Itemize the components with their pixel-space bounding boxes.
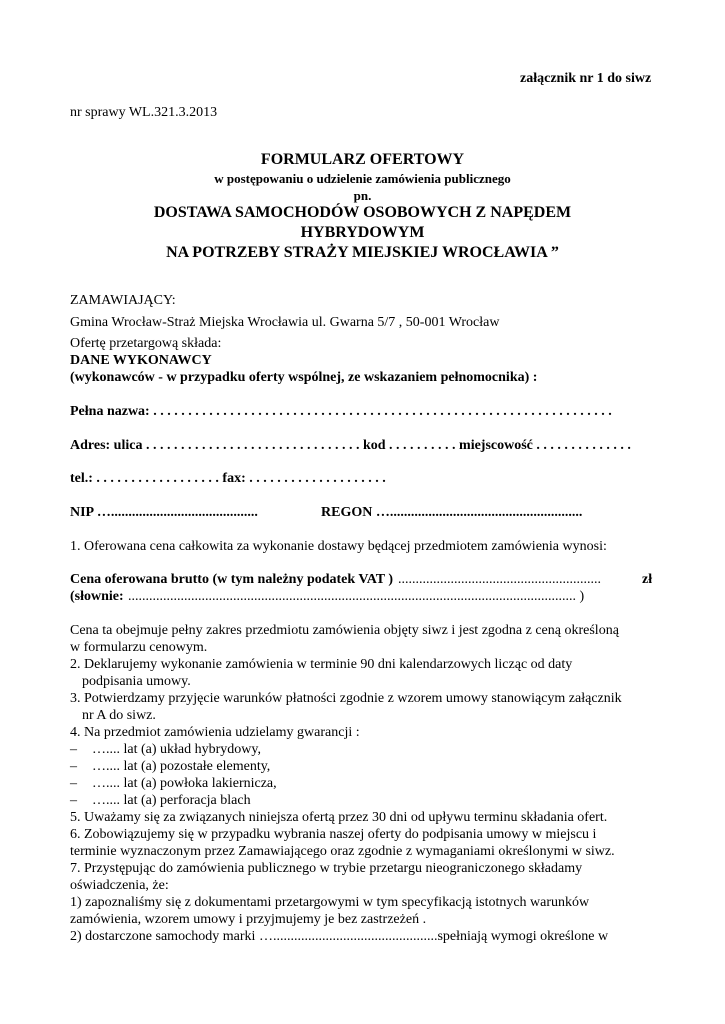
item-7a: 7. Przystępując do zamówienia publicznego w trybie przetargu nieograniczonego składamy <box>70 861 583 876</box>
scope-line1: Cena ta obejmuje pełny zakres przedmiotu zamówienia objęty siwz i jest zgodna z ceną określoną <box>70 623 619 638</box>
orderer-label: ZAMAWIAJĄCY: <box>70 293 176 308</box>
contractor-header: DANE WYKONAWCY <box>70 353 212 368</box>
item-3a: 3. Potwierdzamy przyjęcie warunków płatności zgodnie z wzorem umowy stanowiącym załącznik <box>70 691 622 706</box>
nip-field: NIP ….......................................... <box>70 505 258 520</box>
scope-line2: w formularzu cenowym. <box>70 640 208 655</box>
warranty-other: ….... lat (a) pozostałe elementy, <box>92 759 271 774</box>
item-2b: podpisania umowy. <box>82 674 191 689</box>
list-dash: – <box>70 793 77 808</box>
list-dash: – <box>70 742 77 757</box>
phone-fax-field: tel.: . . . . . . . . . . . . . . . . . . fax: . . . . . . . . . . . . . . . . . . . . <box>70 471 386 486</box>
item-1: 1. Oferowana cena całkowita za wykonanie dostawy będącej przedmiotem zamówienia wynosi: <box>70 539 607 554</box>
procurement-title-line1: DOSTAWA SAMOCHODÓW OSOBOWYCH Z NAPĘDEM <box>153 204 572 221</box>
item-4: 4. Na przedmiot zamówienia udzielamy gwarancji : <box>70 725 360 740</box>
price-label: Cena oferowana brutto (w tym należny podatek VAT ) <box>70 572 394 587</box>
statement-1b: zamówienia, wzorem umowy i przyjmujemy je bez zastrzeżeń . <box>70 912 427 927</box>
offer-intro: Ofertę przetargową składa: <box>70 336 222 351</box>
warranty-perforation: ….... lat (a) perforacja blach <box>92 793 251 808</box>
attachment-label: załącznik nr 1 do siwz <box>520 71 652 86</box>
item-2a: 2. Deklarujemy wykonanie zamówienia w terminie 90 dni kalendarzowych licząc od daty <box>70 657 573 672</box>
statement-1a: 1) zapoznaliśmy się z dokumentami przetargowymi w tym specyfikacją istotnych warunków <box>70 895 590 910</box>
orderer-name: Gmina Wrocław-Straż Miejska Wrocławia ul. Gwarna 5/7 , 50-001 Wrocław <box>70 315 500 330</box>
words-dots: ................................................................................................................................ ) <box>128 589 585 604</box>
statement-2: 2) dostarczone samochody marki …...............................................spełniają wymogi określone w <box>70 929 609 944</box>
price-dots: .......................................................... <box>398 572 601 587</box>
item-5: 5. Uważamy się za związanych niniejsza ofertą przez 30 dni od upływu terminu składania ofert. <box>70 810 608 825</box>
item-6a: 6. Zobowiązujemy się w przypadku wybrania naszej oferty do podpisania umowy w miejscu i <box>70 827 597 842</box>
item-7b: oświadczenia, że: <box>70 878 169 893</box>
form-subtitle: w postępowaniu o udzielenie zamówienia publicznego <box>214 171 511 186</box>
item-3b: nr A do siwz. <box>82 708 156 723</box>
case-number: nr sprawy WL.321.3.2013 <box>70 105 218 120</box>
procurement-title-line3: NA POTRZEBY STRAŻY MIEJSKIEJ WROCŁAWIA ” <box>166 244 559 261</box>
regon-field: REGON …....................................................... <box>321 505 583 520</box>
item-6b: terminie wyznaczonym przez Zamawiającego oraz zgodnie z wymaganiami określonymi w siwz. <box>70 844 615 859</box>
procurement-title-line2: HYBRYDOWYM <box>300 224 425 241</box>
form-title: FORMULARZ OFERTOWY <box>260 151 465 168</box>
words-label: (słownie: <box>70 589 124 604</box>
warranty-hybrid: ….... lat (a) układ hybrydowy, <box>92 742 261 757</box>
contractor-note: (wykonawców - w przypadku oferty wspólnej, ze wskazaniem pełnomocnika) : <box>70 370 538 385</box>
form-subtitle-pn: pn. <box>353 188 372 203</box>
list-dash: – <box>70 759 77 774</box>
full-name-field: Pełna nazwa: . . . . . . . . . . . . . . . . . . . . . . . . . . . . . . . . . . . . . . . . . . . . . . . . . . . . . . . . . . . . . . . . . . <box>70 404 612 419</box>
address-field: Adres: ulica . . . . . . . . . . . . . . . . . . . . . . . . . . . . . . . kod . . . . . . . . . . miejscowość . . . . . . . . . . . . . . <box>70 438 631 453</box>
list-dash: – <box>70 776 77 791</box>
price-unit: zł <box>642 572 653 587</box>
warranty-paint: ….... lat (a) powłoka lakiernicza, <box>92 776 277 791</box>
